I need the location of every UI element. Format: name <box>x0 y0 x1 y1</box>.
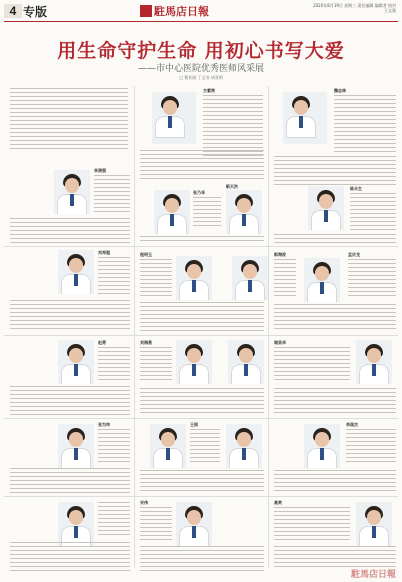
bio-text-block <box>274 388 396 416</box>
doctor-photo <box>150 424 186 468</box>
bio-text-block <box>98 502 130 538</box>
newspaper-masthead <box>140 3 209 19</box>
bio-text-block <box>140 302 264 332</box>
bio-text-block <box>348 259 396 299</box>
bio-text-block <box>10 468 130 494</box>
doctor-photo <box>304 258 340 302</box>
doctor-photo <box>176 502 212 546</box>
doctor-name: 刘邦超 <box>98 250 110 255</box>
doctor-photo <box>283 92 327 144</box>
doctor-name: 谢美华 <box>274 340 286 345</box>
bio-text-block <box>274 259 296 299</box>
masthead-logo-icon <box>140 5 152 17</box>
doctor-name: 靳天洪 <box>226 184 238 189</box>
doctor-photo <box>54 170 90 214</box>
bio-text-block <box>98 257 130 297</box>
bio-text-block <box>140 347 172 383</box>
doctor-photo <box>58 424 94 468</box>
page-header <box>0 0 402 24</box>
doctor-photo <box>176 340 212 384</box>
byline: □ 曹亚丽 丁文书 胡亚明 <box>179 75 223 80</box>
bio-text-block <box>140 388 264 416</box>
doctor-name: 程明玉 <box>140 252 152 257</box>
doctor-name: 宋伟 <box>140 500 148 505</box>
newspaper-name: 駐馬店日報 <box>154 5 209 18</box>
bio-text-block <box>274 546 396 568</box>
doctor-photo <box>58 502 94 546</box>
bio-text-block <box>98 347 130 383</box>
doctor-photo <box>228 340 264 384</box>
issue-meta: 2020年8月19日 星期三 责任编辑 编辑者 校对 王文强 <box>313 3 396 13</box>
row-divider <box>4 418 398 419</box>
doctor-name: 张乃华 <box>193 190 205 195</box>
bio-text-block <box>98 429 130 465</box>
bio-text-block <box>140 546 264 572</box>
doctor-name: 李清强 <box>94 168 106 173</box>
doctor-name: 张为坤 <box>98 422 110 427</box>
doctor-name: 魏志林 <box>334 88 346 93</box>
bio-text-block <box>274 347 350 383</box>
bio-text-block <box>140 236 264 244</box>
bio-text-block <box>10 218 130 244</box>
doctor-name: 方素贵 <box>203 88 215 93</box>
bio-text-block <box>350 193 396 233</box>
bio-text-block <box>140 507 172 543</box>
doctor-photo <box>58 340 94 384</box>
doctor-photo <box>308 186 344 230</box>
bio-text-block <box>334 95 396 155</box>
bio-text-block <box>140 150 264 180</box>
bio-text-block <box>140 259 172 299</box>
bio-text-block <box>94 175 130 215</box>
bio-text-block <box>274 507 350 543</box>
bio-text-block <box>274 304 396 332</box>
newspaper-watermark: 駐馬店日報 <box>350 570 396 580</box>
bio-text-block <box>10 300 130 332</box>
headline-subtitle: ——市中心医院优秀医师风采展 <box>137 64 264 74</box>
bio-text-block <box>10 542 130 572</box>
header-rule <box>4 21 398 22</box>
intro-text-block <box>10 88 128 152</box>
bio-text-block <box>193 197 221 229</box>
doctor-photo <box>226 424 262 468</box>
doctor-photo <box>176 256 212 300</box>
headline-title: 用生命守护生命 用初心书写大爱 <box>57 40 345 62</box>
doctor-name: 孟庆龙 <box>348 252 360 257</box>
bio-text-block <box>274 156 396 186</box>
doctor-photo <box>232 256 268 300</box>
doctor-name: 陈永生 <box>350 186 362 191</box>
bio-text-block <box>274 234 396 244</box>
bio-text-block <box>190 429 220 465</box>
bio-text-block <box>346 429 396 465</box>
doctor-photo <box>356 502 392 546</box>
bio-text-block <box>140 470 264 494</box>
doctor-photo <box>304 424 340 468</box>
doctor-photo <box>356 340 392 384</box>
bio-text-block <box>10 386 130 416</box>
row-divider <box>4 496 398 497</box>
doctor-photo <box>58 250 94 294</box>
doctor-name: 李国杰 <box>346 422 358 427</box>
row-divider <box>4 246 398 247</box>
doctor-name: 王丽 <box>190 422 198 427</box>
doctor-photo <box>152 92 196 144</box>
doctor-photo <box>154 190 190 234</box>
row-divider <box>4 335 398 336</box>
doctor-name: 刘海燕 <box>140 340 152 345</box>
bio-text-block <box>274 470 396 494</box>
doctor-name: 郭海波 <box>274 252 286 257</box>
doctor-photo <box>226 190 262 234</box>
doctor-name: 高爽 <box>274 500 282 505</box>
section-name: 专版 <box>23 5 48 19</box>
page-number: 4 <box>4 4 22 18</box>
doctor-name: 赵勇 <box>98 340 106 345</box>
